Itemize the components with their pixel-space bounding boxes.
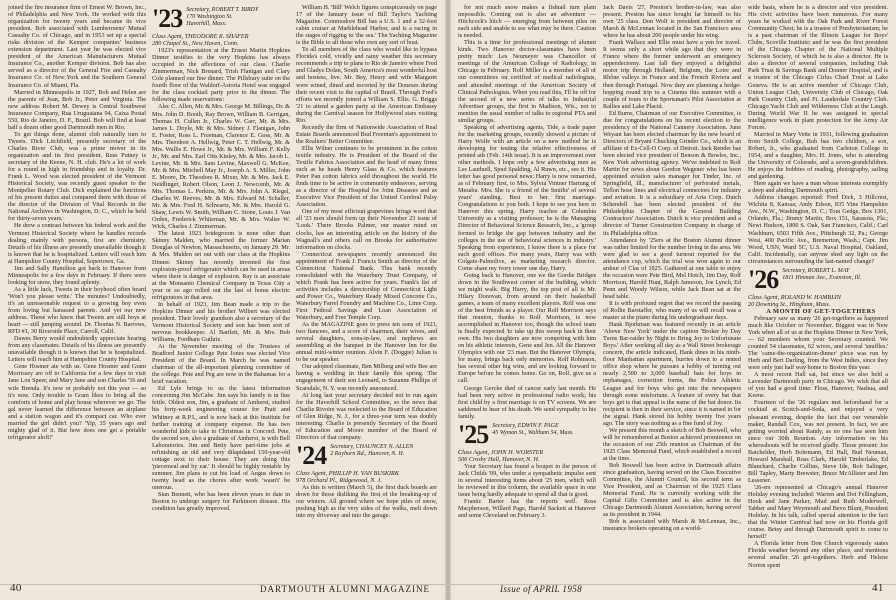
class-section-header [458, 423, 596, 447]
paragraph: This is a time for professional meetings of alumni kinds. Two Hanover doctor-classmates have been pretty much: Les Neumeyer was Chancellor of meetings of the American College of Radiology, in Chicago in February. Rolf Miller is a member of all of our committees on certified of medical radiologists, and attended meetings of the American Society of Clinical Pathologists. When you read this, I'll be off for the second of a new series of talks to Industrial Advertiser groups, the first in Madison, Wis., not to mention the usual number of talks to regional PTA and similar groups. [458, 39, 596, 124]
paragraph: Attendance by '25ers at the Boston Alumni dinner was rather limited for the number living in the area. We were glad to see a good turnout reported for the attendance cup, which the trial was won again to our ardour of Clas of 1925. Gathered at one table to enjoy the occasion were Pete Bird, Mel Hotch, Jim Day, Rolf Morrison, Harold Hunt, Ralph Jameson, Joe Lynch, Ed Penn and Woody Wilson, while Jack Bean sat at the head table. [603, 236, 741, 300]
paragraph: Hank Bjorkman was featured recently in an article 'Above New York' under the caption 'Broker by Day Turns Bar-raider by Night to Bring Joy to Unfortunate Boys.' After working all day as a Wall Street brokerage concern, the article indicated, Hank dines in his ninth-floor Manhattan apartment, hurries down to a rented office shop where he pursues a hobby of turning out nearly 2,500 to 3,000 baseball bats for boys in orphanages, correction forms, the Police Athletic League and for boys who get into the newspapers through some misfortune. A feature of every bat that boys get is that appeal is the name of the bat donor. Its recipient is then in their service, since it is named in for the signal. Hank stored his hobby twenty five years ago. The story was nothing as a fine fund of Joy. [603, 321, 741, 427]
paragraph: As a little luck, Tweets in their boyhood often heard 'Won't you please write.' The minutes? Undoubtedly, it's an unreasonable request to a growing boy even from loving but harassed parents. And yet our new address. Those who knew that Tweets are still boys at heart — still jumping around. Dr. Thomas N. Barrows, RFD #1, 30 Riverside Place, Carroll, Calif. [8, 285, 146, 336]
paragraph: Jim and Sally Hamilton got back to Hanover from Minneapolis for a few days in February. If there were looking for snow, they found aplenty. [8, 264, 146, 286]
paragraph: A most recent Hall sat, but since we also held a Lavender Dartmouth party in Chicago. We wish that all of you had a good time: Floss, Hanover, Nashua, and Keene. [748, 371, 888, 400]
paragraph: joined the fire insurance firm of Ernest W. Brown, Inc., of Philadelphia and New York. He worked with this organization for twenty years and became its vice president. Bob associated with Lumbermens' Mutual Casualty Co. of Chicago, and in 1953 set up a special risks division of the Kemper companies' business extension department. Last year he was elected vice president of the American Manufacturers Mutual Insurance Co., another Kemper division. Bob has also served as a director of the General Fire and Casualty Insurance Co. of New York and the Southern General Insurance Co. of Miami, Fla. [8, 4, 146, 89]
paragraph: To get things done, alumni club naturally turn to Tweets. Dick Litchfield, presently secretary of the Charles River Club, was a prime mover in its organization and its first president. Russ Putney is secretary of the Keene, N. H. club. He's a lot of work for a round in high in friendship and in loyalty. Dr. Frank L. Wood was elected president of the Vermont Historical Society, was recently guest speaker to the Montpelier Rotary Club. Dick explained the functions of his present duties and compared them with those of the director of the Division of Vital Records in the National Archives in Washington, D. C., which he held for thirty-seven years. [8, 130, 146, 223]
paragraph: Frantic Barter has the reports well. Ross Macpherson, Willard Page, Harold Sackett at Hanover and some Cleveland on February 3. [458, 498, 596, 520]
paragraph: Gene Hosmer ate with us. Gene Hosmer and Gram Morrissey are off to California for a few days to visit Jane Lou Speer, and Mary Jane and son Charles '56 and wife Brenda. It's now or probably not this year — so it's now. Only trouble is Gram likes to bring all the comforts of home and play house wherever we go. The gal never learned the difference between an airplane and a station wagon and it's compact car. Who ever married the girl didn't you? 'Yip, 35 years ago and mighty glad of it. But how does one get a portable refrigerator aloft?' [8, 363, 146, 441]
class-section-header [296, 444, 437, 468]
paragraph: Frank Wallace and Ellie must have a yen for travel. It seems only a short while ago that they were in France where the former underwent an emergency appendectomy. Last fall they enjoyed a delightful motor trip through Holland, Belgium, the Loire and Rhône valleys in France and the French Riviera and then through Portugal. Now they are planning a hedge-hopping round trip to a Cinema this summer with a couple of tours to the Sportsman's Pilot Association at Rallies and Lake Placid. [603, 39, 741, 110]
paragraph: A Florida letter from Don Church vigorously states Florida weather beyond any other place, and mentions several smaller '26 get-togethers. Herb and Helene Norton spent [748, 540, 888, 569]
footer-rule [0, 584, 896, 585]
city-line: Haverhill, Mass. [186, 21, 227, 27]
right-page-column-1 [458, 4, 596, 578]
paragraph: for not much snow makes a fishtail turn plain impossible. Coming out is also an adventure — Hitchcock's hitch — emerging from between piles on each side and unable to see what may be there. Caution is needed. [458, 4, 596, 40]
paragraph: Bob is associated with Marsh & McLennan, Inc., insurance brokers operating on a world- [603, 518, 741, 533]
paragraph: Married in Mary Vette in 1931, following graduation from Smith College, Bob has two children, a son, Robert, Jr., who graduated from Carleton College in 1954, and a daughter, Mrs. H. Jones, who is attending the University of Colorado, and a seven-grandchildren. He enjoys the hobbies of reading, photography, sailing and gardening. [748, 130, 888, 181]
right-page-column-2 [603, 4, 741, 578]
paragraph: Alec C. Allen, Mr. & Mrs. George M. Billings, Dr. & Mrs. John D. Booth, Ray Brown, William B. Gerrigan, Thomas H. Cullen Jr., Charles W. Carr, Mr. & Mrs. James L. Doyle, Mr. & Mrs. Sidney J. Flanigan, John E. Foster, Ross L. Freeman, Clarence E. Goss, Mr. & Mrs. Theodore A. Hellwig, Peter C. T. Hellwig, Mr. & Mrs. Wallis E. Howe Jr., Mr. & Mrs. William F. Kelly Jr., Mr. and Mrs. Earl Otis Kinley, Mr. & Mrs. Jacob L. Levine, Mr. & Mrs. Sam Levine, Maxwell G. McKee, Mr. & Mrs. Mitchell May Jr., Joseph A. S. Miller, John E. Moore, Dr. Theodore R. Mixer, Mr. & Mrs. Jack E. Neidlinger, Robert Olson, Leon J. Newcomb, Mr. & Mrs. Thomas L. Perkins, Mr. & Mrs. John A. Riegel, Charles W. Reeves, Mr. & Mrs. Edward M. Schaller, Mr. & Mrs. Fred H. Schwartz, Mr. & Mrs. Harold G. Shaw, Lewis W. Smith, William C. Stone, Louis J. Van Orden, Frederick Whiteman, Mr. & Mrs. Walter W. Wick, Charles J. Zimmerman. [152, 103, 290, 231]
address-line: 2 Rayburn Rd., Hanover, N. H. [330, 450, 405, 457]
paragraph: Going back to Hanover, one we the Gordie Bridges down in the Southwest corner of the building, which we might walk. Big Harry, the top post of all is Mr. Hilary Donovan, from around on their basketball games, a team of many excellent players. Rolf was one of the best friends as a player. Our Rolf Morrison says that reunion, thanks to Rolf Morrison, is now accomplished in Hanover too, though the school team is finally expected 'to take up this sweep back in their own. His two daughters are now competing with him on his athletic interests, Gene and Jen. All the Hanover Olympics with our '23 man. But the Hanover Olympia, for many, brings back only memories. Rolf Robinson, has several other big wins, and are looking forward to Europe before he comes home. Go on, Rolf, give us a call. [458, 271, 596, 385]
paragraph: Ellis Wilner continues to be prominent in the cotton textile industry. He is President of the Board of the Textile Fabrics Association and the head of many firms such as he heads Henry Glass & Co. which features Peter Pan cotton fabrics sold throughout the world. He finds time to be active in community endeavors, serving as a director of the Hospital for Joint Diseases and as Executive Vice President of the United Cerebral Palsy Association. [296, 144, 437, 209]
magazine-title-footer: DARTMOUTH ALUMNI MAGAZINE [260, 584, 430, 594]
paragraph: He drew a contrast between his federal work and the Vermont Historical Society where he handles records dealing mainly with persons, first are chemistry. Details of his illness are presently unavailable though it is known that he is hospitalized. Letters will reach him at Hampshire County Hospital, Sopertown, Ga. [8, 222, 146, 265]
paragraph: At the November meeting of the Trustees of Bradford Junior College Pete Jones was elected Vice President of the Board. In March he was named chairman of the all-important planning committee of the college. Pete and Peg are now in the Bahamas for a brief vacation. [152, 343, 290, 386]
paragraph: Ed Burns, Chairman of our Executive Committee, is due for congratulations on his recent election to the presidency of the National Cannery Association. June Weyant has been elected chairman by the new board of Directors of Bryant Chucking Grinder Co., which is an affiliate of Ex-Cell-O Corp. of Detroit. Jack Render has been elected vice president of Benson & Bowles, Inc., New York advertising agency. We've indebted to Rolf Martin for news about Gordon Wegener who has been appointed aviation sales manager for Tinder, Inc. of Springfield, Ill., manufacturer of perforated metals, Teflon hose lines and electrical connectors for industry and aviation. It is a subsidiary of Aria Corp. Dutch Schendell has been elected president of the Philadelphia Chapter of the General Building Contractors' Association. Dutch is vice president and a director of Turner Construction Company in charge of its Philadelphia office. [603, 109, 741, 237]
paragraph: Fourteen of the '26 regulars met beforehand for a cocktail at Scotch-and-Soda, and enjoyed a very pleasant evening, despite the fact that our venerable maker, Randall Cox, was not present. In fact, we are getting worried about Randy, as no one has seen him since our 30th Reunion. Any information on his whereabouts will be received gladly. Those present: Joe Batchelder, Herb Bohrmann, Ed Hall, Bud Neuman, Howard Marshall, Russ Clark, Harold Timberlake, Ed Blanchard, Charlie Collins, Steve Ide, Bob Salinger, Bill Tapley, Marty Brewster, Bruce McAllister and Jim Lessener. [748, 399, 888, 484]
paragraph: In behalf of 1923, Jim Bean made a trip to the Hopkins Dinner and his brother Wilbert was elected president. Their lovely grandson also a secretary of the Vermont Historical Society and son has been sort of nervous bookkeeper. Al Bartlett, Mr. & Mrs. Bob Williams, Fordham Guthrie. [152, 300, 290, 344]
paragraph: Your Secretary has found a boupet in the person of Jack Childs '09, who under a sympathetic impulse sent in several interesting items about '25 men, which will be reviewed in this column, the available space in one issue being hardly adequate to spend all that is good. [458, 462, 596, 499]
paragraph: To all members of the class who would like to bypass Florida's cold, vividly and rainy weather this secretary recommends a trip to plans to Rio de Janeiro where Fred and Gladys Dolan, South America's most wonderful host and hostess, live. Mr. Bey, Henry and wife Margaret were wined, dined and escorted by the Doneses during their recent visit to the capital of Brazil. Through Fred's efforts we recently joined a William S. Ellis. G. Briggs '21 to attend a garden party at the American Embassy during the Carnival season for Hollywood stars visiting Rio. [296, 46, 437, 124]
right-page-number: 41 [872, 582, 884, 594]
paragraph: Our adopted classmate, Ben Milberg and wife Bee are having a wedding in their family this spring. The engagement of their son Leonard, to Suzanne Phillips of Scarsdale, N. Y. was recently announced. [296, 363, 437, 392]
paragraph: February saw as many '26 get-togethers as happened much like October or November. Biggest was in New York when all of us at the Hopkins Dinner in New York, — 62 members whom your Secretary counted. We counted 54 classmates, 62 wives, and several 'snuffles.' The 'came-the-organization-dinner' piece was run by Herb and Bert Darling, from the West Indies, since they were only just half way home to Boston this year. [748, 314, 888, 372]
paragraph: Speaking of advertising agents, Tide, a trade paper for the marketing groups, recently showed a picture of Harry Wolfe with an article on a new method he is developing for testing the relative effectiveness of printed ads (Feb. 14th issue). It is an improvement over other methods. I hope only a few advertising men as Les Lauduell, Spud Spalding, Al Ruwn, etc., see it. His letter has good personal news: Harry is now remarried, as of February first, to Mrs. Sylvia Vintner Hartung of Mesaba. Mrs. She is a friend of the Smiths' of several years' standing. Best to her first marriage. Congratulations to you both. I hope to see you here in Hanover this spring. Harry teaches at Columbia University as a visiting professor; he is the Managing Director of Behavioral Science Research, Inc., a 'group formed to bridge the gap between industry and the colleges in the use of behavioral sciences in industry.' Speaking from experience, I know there is a place for such good offices. For many years, Harry was with Colgate-Palmolive, as marketing research director. Come share my ivory tower one day, Harry. [458, 123, 596, 272]
class-year: '26 [748, 267, 779, 292]
paragraph: One of my most efficient grapevines brings word that all '23 men should form up their November 23 issue of 'Look.' There Brooks Palmer, our master mind on clocks, has an interesting article on the history of the Wagnall's and others call on Brooks for authoritative information on clocks. [296, 208, 437, 251]
paragraph: As this is written (March 5), the first duck boards are down for those disliking the first of the breaking-up of our winters. All ground where we hope piles of snow, pushing high as the very sides of the walks, melt down into my driveway and into the garage. [296, 484, 437, 520]
secretary-line: Secretary, ROBERT T. BIRDY [186, 7, 259, 13]
class-agent-line: Class Agent, ROLAND W. HAMBLIN [748, 293, 841, 301]
class-agent-address: 978 Orchard Pl., Ridgewood, N. J. [296, 476, 382, 484]
class-section-header [152, 7, 290, 31]
class-agent-line: Class Agent, JOHN H. WORSTER [458, 448, 544, 456]
paragraph: Address changes reported: Fred Dick, 3 Hillcrest, Wichita 8, Kansas; Andy Edson, 835 Vine Hampshire Ave., N.W., Washington, D. C.; Tom Gedge, Box 1301, Orlando, Fla.; Jimmy Martin, Box 151, Sarasota, Fla.; Newt Hudson, 1800 S. Oak, San Francisco, Calif.; Carl Washburn, 6503 Fifth Ave., Pittsburgh 32, Pa.; George West, 400 Pacific Ave., Bremerton, Wash.; Capt. Jim Wood, USN, Ward 5C, U.S. Naval Hospital, Oakland, Calif. Incidentally, can anyone shed any light on the circumstances surrounding the last-named change? [748, 194, 888, 265]
class-year: '24 [296, 443, 327, 468]
class-year: '25 [458, 422, 489, 447]
class-agent-line: Class Agent, PHILLIP H. VAN BUSKIRK [296, 469, 399, 477]
paragraph: Dawes Berry would undoubtedly appreciate hearing from any classmates. Details of his illness are presently unavailable though it is known that he is hospitalized. Letters will reach him at Hampshire County Hospital. [8, 335, 146, 364]
paragraph: '26-ers represented at Chicago's annual Hanover Holiday evening included: Warren and Dot Fellingham, Hook and Jane Parker, Mud and Ruth Moderwell, Tabber and Mary Weymouth and Bevo Blunt, President Holiday. In his talk, called special attention to the fact that the Winter Carnival had now on his Florida golf course. Betsy and through Dartmouth spirit to come to herself! [748, 484, 888, 541]
paragraph: William B. 'Bill' Welch figures conspicuously on page 17 of the January issue of Bill Taylor's Yachting Magazine. Commodore Bill has a U.S. 1 and a 32-foot cabin cruiser at Marblehead Harbor, and is a racing in the stages of rigging to 'the sea.' The Yachting Magazine is the Bible to all those who own any sort of boat. [296, 4, 437, 47]
paragraph: George Gercke died of cancer early last month. He had been very active in professional radio work; his first child by a first marriage is on TV screens. We are saddened to hear of his death. We send sympathy to his family. [458, 384, 596, 420]
paragraph: It is with profound regret that we record the passing of Rollie Barstaffer, who many of us will recall was a master at the piano during his undergraduate days. [603, 299, 741, 322]
secretary-line: Secretary, EDWIN F. PAGE [492, 422, 559, 429]
right-page-column-3 [748, 4, 888, 578]
paragraph: Here again we have a man whose interests exemplify a deep and abiding Dartmouth spirit. [748, 180, 888, 195]
page-gutter [445, 0, 451, 600]
paragraph: wide basis, where he is a director and vice president. His civic activities have been numerous. For many years he worked with the Oak Park and River Forest Community Chest; he is a trustee of Presbyterianism; he is a past chairman of the Illinois League for Boys' Clubs, Scoville Institute; and he was the first president of the Chicago Chapter of the National Multiple Sclerosis Society, of which he is also a director. He is also a director of several companies, including Oak Park Trust & Savings Bank and Donner Hospital, and is a trustee of the Chicago Cirlus Chief Trust at Lake Geneva. He is an active member of Chicago Club, Union League Club, University Club of Chicago, Oak Park Country Club, and Ft. Lauderdale Country Club. Chicago Yacht Club and Wilderness Club at the Laugh. During World War II he was assigned to special intelligence work in plant protection for the Army Air Forces. [748, 4, 888, 131]
left-page-column-1 [8, 4, 146, 578]
paragraph: The latest 1923 bridegroom is none other than Skinny Malden, who married the former Marian Douglas of Newton, Massachusetts, on January 29. Mr. & Mrs. Malden set out with our class at the Hopkins Dinner. Skinny has recently invented the first explosion-proof refrigerator which can be used in areas where there is danger of explosion. Ray is an associate at the Monsanto Chemical Company in Texas City a year or so ago rolled out the last of home electric refrigerators in that area. [152, 230, 290, 301]
paragraph: Connecticut newspapers recently announced the appointment of Frank J. Francis Smith as director of the Connecticut National Bank. This bank recently consolidated with the Waterbury Trust Company, of which Frank has been active for years. Frank's list of activities includes a directorship of Connecticut Light and Power Co., Waterbury Ready Mixed Concrete Co., Waterbury Farrel Foundry and Machine Co., Lime Corp. First Federal Savings and Loan Association of Waterbury, and Free Temple Corp. [296, 250, 437, 322]
paragraph: Stan Bennett, who has been eleven years to date in Boston to undergo surgery for Parkinson disease. His condition has greatly improved. [152, 491, 290, 513]
left-page-column-2 [152, 4, 290, 578]
left-page-column-3 [296, 4, 437, 578]
address-line: 170 Washington St. [186, 14, 233, 20]
paragraph: We present this month a sketch of Bob Beswell, who will be remembered at Boston achieved prominence on the occasion of our 25th reunion as Chairman of the 1925 Class Memorial Fund, which established a record at the time. [603, 426, 741, 462]
paragraph: Ed Lyle brings to us the latest information concerning Jim McCabe. Jim says his family is in fine fettle. Oldest son, Jim, a graduate of Amherst, studied his forty-week engineering course for Pratt and Whitney at R.P.I., and is now back at this institute for further training at company expense. He has two wonderful kids to take to Christmas in Concord. Pete, the second son, also a graduate of Amherst, is with Bell Laboratories. Jim and Betty have part-time jobs at refinishing an old and very dilapidated 150-year-old cottage next to their house. They are doing this 'piecemeal and by ear.' It should be highly rentable by summer. Jim plans to cut his load of Angus down to twenty head as the chores after work 'wasn't' be onerous. [152, 385, 290, 491]
address-line: 1811 Hinman Ave., Evanston, Ill. [782, 274, 862, 281]
class-agent-address: 280 Chapel St., New Haven, Conn. [152, 40, 239, 48]
class-section-header [748, 268, 888, 292]
class-agent-address: 506 Croshy Hall, Hanover, N. H. [458, 455, 540, 463]
class-agent-address: 20 Downing St., Hingham, Mass. [748, 300, 831, 308]
paragraph: As the MAGAZINE goes to press ten sons of 1923, two fiancees, and a score of chairmen, their wives, and several daughters, sons-in-law, and nephews are assembling at the banquet in the Hanover Inn for the annual mini-winter reunion. Alvin F. (Doggie) Julian is to be our speaker. [296, 321, 437, 364]
class-year: '23 [152, 7, 183, 31]
issue-footer: Issue of APRIL 1958 [500, 584, 583, 594]
paragraph: Married in Minneapolis in 1927, Bob and Helen are the parents of Jean, Bob Jr., Peter and Virginia. The new address Robert M. Dewey is Central Southwest Insurance Company, Rua Uruguaiana 94, Caixa Postal 550, Rio de Janeiro, D. F., Brazil. Bob will find at least half a dozen other good Dartmouth men in Rio. [8, 88, 146, 131]
section-subheading: A MONTH OF GET-TOGETHERS [766, 307, 876, 315]
paragraph: At long last your secretary decided not to run again for the Haverhill School Committee, so the news that Charlie Rivoire was reelected to the Board of Education of Glen Ridge, N. J., for a three-year term was doubly interesting. Charlie is presently Secretary of the Board of Education and Moore member of the Board of Directors of that company. [296, 391, 437, 441]
class-agent-line: Class Agent, THEODORE R. SHAFER [152, 33, 249, 40]
paragraph: 1923's representation at the Ernest Martin Hopkins Dinner testifies to the very Hopkins has always occupied in the affections of our class. Charlie Zimmerman, Nick Brenard, Trish Flanigan and Clary Cole planned our fine dinner. The Pillsbury suite on the fourth floor of the Waldorf-Astoria Hotel was engaged for the class cocktail party prior to the dinner. The following made reservations: [152, 47, 290, 104]
secretary-line: Secretary, ROBERT L. MAY [782, 267, 850, 274]
secretary-line: Secretary, CHAUNCEY N. ALLEN [330, 443, 414, 450]
paragraph: Bob Boswell has been active in Dartmouth affairs since graduation, having served on the Class Executive Committee, the Alumni Council, his second term as Vice President, and as Chairman of the 1925 Class Memorial Fund. He is currently working with the Capital Gifts Committee and is also active in the Chicago Dartmouth Alumni Association, having served as its president in 1944. [603, 462, 741, 519]
left-page-number: 40 [10, 582, 22, 594]
address-line: 45 Wyman St., Waltham 54, Mass. [492, 429, 574, 436]
paragraph: Jack Davis '27, Preston's brother-in-law, was also present. Preston has since bought far himself to his own '25 class. Don Wolf is president and director of Marsh & McLennan located in the San Francisco area where he has about 200 people under his wing. [603, 4, 741, 40]
paragraph: Recently the firm of Nationwide Association of Real Estate Boards announced Bud Freeman's appointment to the Realtors' Better Committee. [296, 123, 437, 145]
